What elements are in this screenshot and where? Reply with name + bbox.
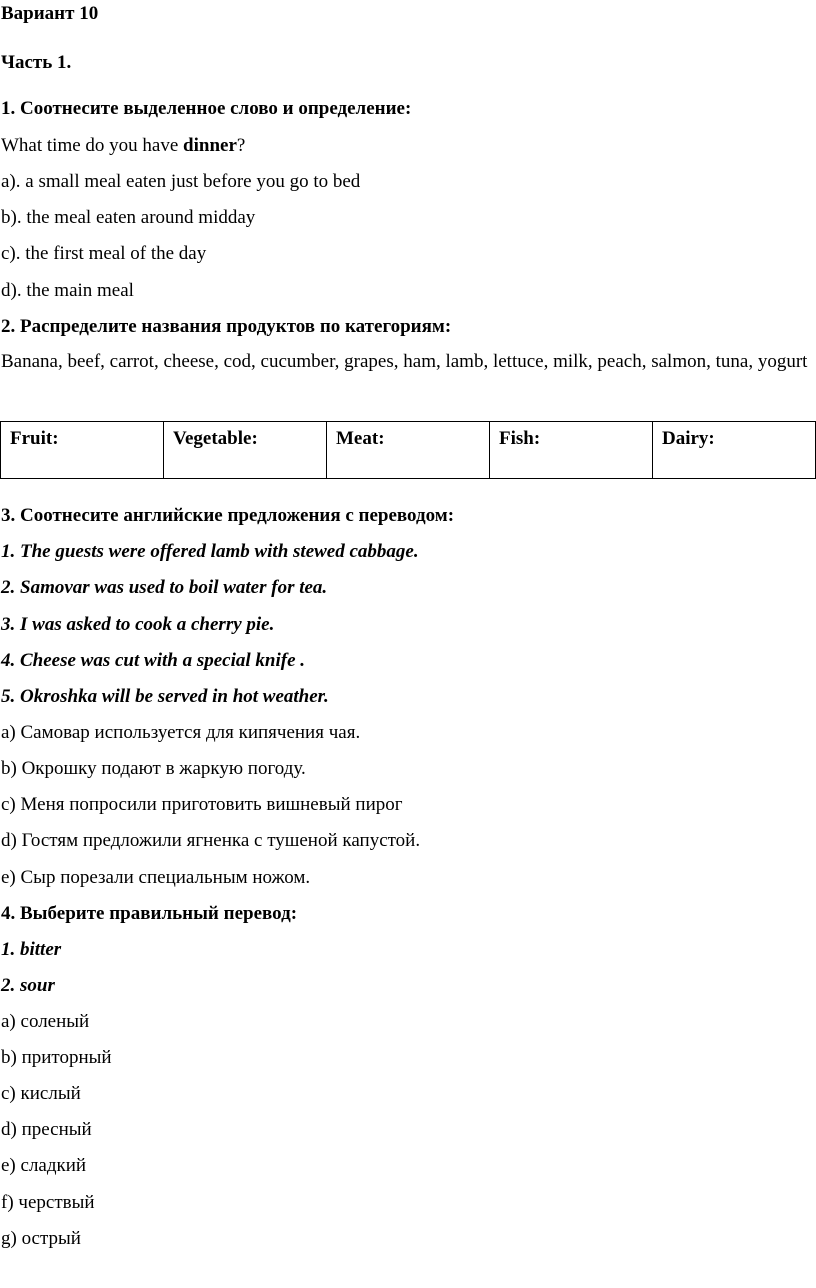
variant-title: Вариант 10: [1, 3, 99, 24]
task3-sentence: 4. Cheese was cut with a special knife .: [1, 650, 305, 671]
task1-question-prefix: What time do you have: [1, 135, 184, 156]
task4-option: e) сладкий: [1, 1155, 87, 1176]
task3-translation: a) Самовар используется для кипячения чая.: [1, 722, 361, 743]
task3-sentence: 2. Samovar was used to boil water for tea.: [1, 577, 328, 598]
category-table: [0, 421, 816, 479]
task3-sentence: 3. I was asked to cook a cherry pie.: [1, 614, 275, 635]
task1-option: d). the main meal: [1, 280, 134, 301]
task4-option: c) кислый: [1, 1083, 81, 1104]
category-cell-vegetable: Vegetable:: [164, 422, 327, 479]
task4-word: 1. bitter: [1, 939, 62, 960]
task4-option: g) острый: [1, 1228, 81, 1249]
task3-sentence: 5. Okroshka will be served in hot weather.: [1, 686, 329, 707]
task3-translation: d) Гостям предложили ягненка с тушеной капустой.: [1, 830, 421, 851]
task4-title: 4. Выберите правильный перевод:: [1, 903, 298, 924]
task1-option: a). a small meal eaten just before you go to bed: [1, 171, 361, 192]
task1-option: c). the first meal of the day: [1, 243, 207, 264]
task2-word-list: Banana, beef, carrot, cheese, cod, cucumber, grapes, ham, lamb, lettuce, milk, peach, salmon, tuna, yogurt: [1, 351, 808, 372]
task1-question-suffix: ?: [236, 135, 246, 156]
part-title: Часть 1.: [1, 52, 72, 73]
task1-option: b). the meal eaten around midday: [1, 207, 256, 228]
task2-title: 2. Распределите названия продуктов по категориям:: [1, 316, 452, 337]
task1-highlighted-word: dinner: [183, 135, 237, 156]
task4-word: 2. sour: [1, 975, 55, 996]
task1-question: [1, 135, 245, 157]
task3-sentence: 1. The guests were offered lamb with stewed cabbage.: [1, 541, 419, 562]
category-cell-fish: Fish:: [490, 422, 653, 479]
category-cell-dairy: Dairy:: [653, 422, 816, 479]
task1-title: 1. Соотнесите выделенное слово и определение:: [1, 98, 412, 119]
task3-translation: b) Окрошку подают в жаркую погоду.: [1, 758, 306, 779]
task3-translation: c) Меня попросили приготовить вишневый пирог: [1, 794, 403, 815]
task4-option: d) пресный: [1, 1119, 92, 1140]
category-cell-meat: Meat:: [327, 422, 490, 479]
task3-translation: e) Сыр порезали специальным ножом.: [1, 867, 311, 888]
task4-option: a) соленый: [1, 1011, 90, 1032]
task4-option: f) черствый: [1, 1192, 95, 1213]
task3-title: 3. Соотнесите английские предложения с переводом:: [1, 505, 455, 526]
table-row: [1, 422, 816, 479]
category-cell-fruit: Fruit:: [1, 422, 164, 479]
task4-option: b) приторный: [1, 1047, 112, 1068]
